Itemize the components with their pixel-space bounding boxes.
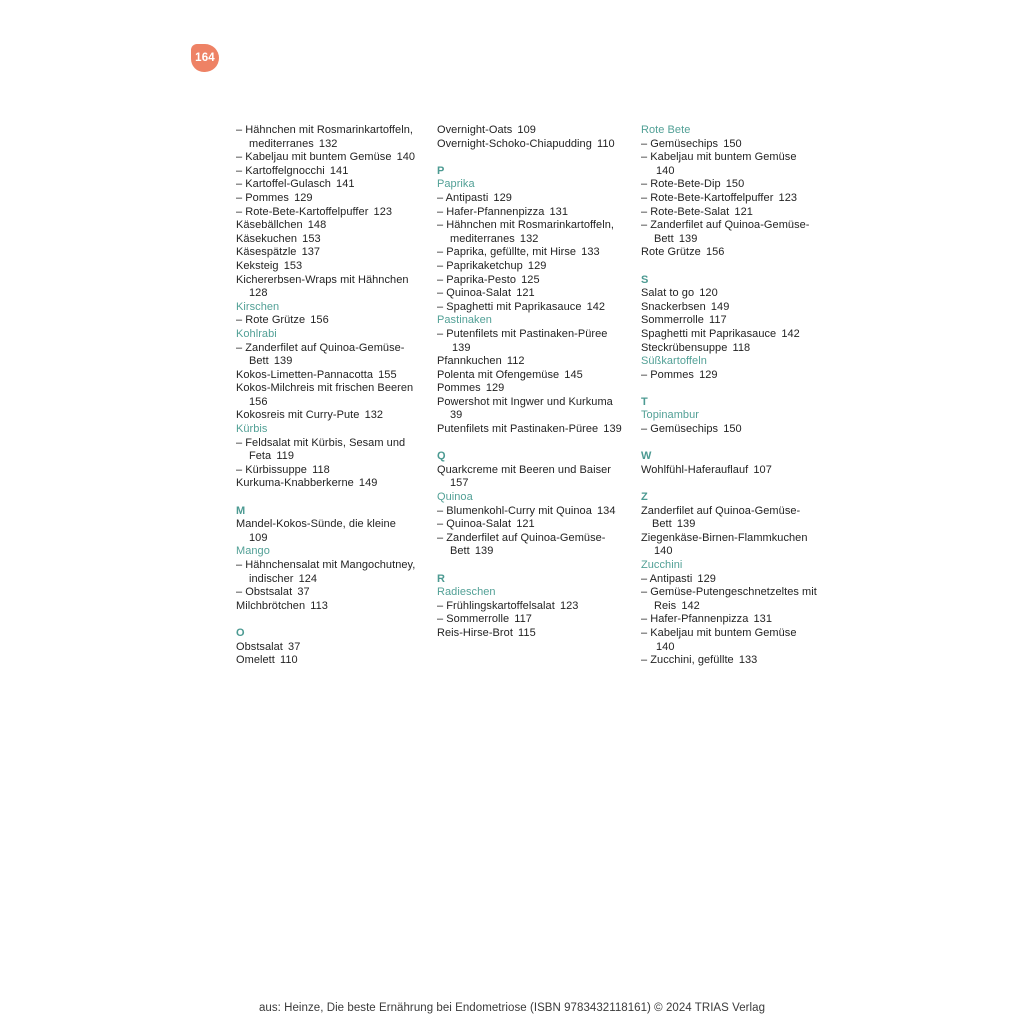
entry-label: Overnight-Oats [437, 124, 513, 136]
index-heading [641, 124, 817, 138]
entry-page: 128 [249, 287, 268, 300]
entry-label: – Rote Grütze [236, 314, 306, 327]
entry-page: 156 [249, 395, 268, 408]
index-entry [437, 138, 625, 152]
entry-label: Steckrübensuppe [641, 341, 728, 354]
entry-label: Zucchini [641, 559, 683, 571]
entry-page: 123 [373, 205, 393, 218]
entry-page: 133 [738, 654, 758, 667]
index-letter-r [437, 573, 625, 587]
entry-page: 148 [307, 219, 327, 232]
index-entry [236, 518, 418, 545]
page-number-badge: 164 [191, 44, 219, 72]
index-entry [437, 274, 625, 288]
entry-page: 150 [723, 423, 742, 436]
index-entry [236, 369, 418, 383]
entry-label: Rote Grütze [641, 246, 701, 259]
index-entry [641, 219, 817, 246]
index-entry [236, 274, 418, 301]
index-letter-z [641, 491, 817, 505]
index-heading [641, 409, 817, 423]
index-entry [437, 328, 625, 355]
entry-label: Käsespätzle [236, 246, 297, 259]
entry-page: 132 [519, 232, 539, 245]
entry-page: 141 [336, 178, 355, 191]
entry-label: Spaghetti mit Paprikasauce [641, 327, 777, 340]
entry-label: M [236, 504, 246, 517]
entry-page: 123 [559, 599, 579, 612]
entry-page: 149 [710, 300, 730, 313]
entry-label: – Blumenkohl-Curry mit Quinoa [437, 504, 592, 517]
index-entry [641, 586, 817, 613]
entry-label: – Kartoffelgnocchi [236, 164, 325, 177]
entry-page: 129 [294, 191, 313, 204]
entry-label: – Obstsalat [236, 586, 293, 599]
index-heading [437, 178, 625, 192]
index-entry [437, 369, 625, 383]
index-letter-t [641, 396, 817, 410]
entry-page: 113 [310, 599, 328, 612]
index-entry [641, 423, 817, 437]
index-entry [641, 314, 817, 328]
entry-page: 110 [279, 654, 298, 667]
index-entry [236, 206, 418, 220]
entry-page: 142 [781, 327, 800, 340]
entry-label: Käsebällchen [236, 219, 303, 232]
index-entry [437, 355, 625, 369]
index-entry [641, 505, 817, 532]
entry-page: 139 [603, 423, 622, 436]
index-entry [641, 192, 817, 206]
entry-page: 156 [705, 246, 725, 259]
entry-label: Pastinaken [437, 314, 492, 327]
entry-page: 134 [597, 504, 616, 517]
index-entry [236, 260, 418, 274]
entry-page: 156 [310, 314, 329, 327]
entry-page: 145 [564, 368, 583, 381]
entry-label: Kichererbsen-Wraps mit Hähnchen [236, 273, 409, 286]
entry-page: 142 [586, 300, 606, 313]
entry-label: Keksteig [236, 259, 279, 272]
index-heading [236, 301, 418, 315]
entry-label: – Zucchini, gefüllte [641, 654, 734, 667]
entry-page: 129 [485, 382, 505, 395]
entry-page: 140 [656, 640, 675, 653]
entry-page: 110 [597, 137, 615, 150]
entry-page: 150 [725, 178, 745, 191]
index-entry [236, 586, 418, 600]
entry-label: – Paprikaketchup [437, 259, 523, 272]
entry-label: Reis-Hirse-Brot [437, 626, 513, 639]
entry-label: Q [437, 450, 446, 463]
entry-page: 118 [312, 463, 330, 476]
index-entry [236, 477, 418, 491]
entry-label: – Gemüse-Putengeschnetzeltes mit Reis [641, 586, 817, 612]
index-entry [437, 613, 625, 627]
index-heading [641, 355, 817, 369]
index-entry [437, 206, 625, 220]
entry-label: – Quinoa-Salat [437, 518, 512, 531]
index-entry [641, 206, 817, 220]
entry-label: Kirschen [236, 300, 280, 313]
entry-page: 37 [288, 640, 301, 653]
index-entry [641, 369, 817, 383]
entry-page: 131 [753, 613, 773, 626]
entry-page: 140 [396, 151, 416, 164]
entry-label: Rote Bete [641, 124, 691, 136]
index-entry [437, 627, 625, 641]
index-column-3 [641, 124, 817, 668]
index-entry [641, 573, 817, 587]
index-letter-w [641, 450, 817, 464]
entry-label: W [641, 450, 652, 463]
entry-page: 139 [676, 518, 696, 531]
entry-label: – Quinoa-Salat [437, 287, 512, 300]
entry-page: 150 [723, 137, 742, 150]
entry-page: 125 [521, 273, 540, 286]
entry-page: 129 [697, 572, 716, 585]
entry-page: 118 [732, 341, 751, 354]
index-entry [641, 342, 817, 356]
entry-label: – Putenfilets mit Pastinaken-Püree [437, 327, 608, 340]
index-letter-s [641, 274, 817, 288]
entry-label: Kokosreis mit Curry-Pute [236, 409, 360, 422]
index-entry [236, 437, 418, 464]
index-entry [437, 505, 625, 519]
index-entry [437, 382, 625, 396]
index-letter-q [437, 450, 625, 464]
index-entry [236, 600, 418, 614]
entry-label: T [641, 395, 648, 408]
index-entry [236, 192, 418, 206]
index-entry [437, 287, 625, 301]
entry-page: 121 [734, 205, 753, 218]
entry-label: Pfannkuchen [437, 355, 502, 368]
entry-label: Käsekuchen [236, 232, 298, 245]
index-entry [641, 287, 817, 301]
entry-label: – Hafer-Pfannenpizza [437, 205, 545, 218]
entry-page: 153 [283, 259, 303, 272]
entry-label: – Gemüsechips [641, 137, 719, 150]
entry-page: 109 [249, 531, 268, 544]
index-entry [236, 314, 418, 328]
entry-label: – Rote-Bete-Kartoffelpuffer [236, 205, 369, 218]
index-entry [641, 532, 817, 559]
entry-label: Süßkartoffeln [641, 355, 707, 368]
entry-label: – Hähnchen mit Rosmarinkartoffeln, mediterranes [437, 219, 614, 245]
entry-label: – Kabeljau mit buntem Gemüse [641, 151, 797, 164]
index-entry [236, 342, 418, 369]
entry-label: – Zanderfilet auf Quinoa-Gemüse-Bett [641, 219, 810, 245]
index-entry [236, 178, 418, 192]
index-entry [236, 559, 418, 586]
index-entry [236, 641, 418, 655]
entry-label: – Kabeljau mit buntem Gemüse [236, 151, 392, 164]
index-entry [236, 219, 418, 233]
entry-label: Omelett [236, 654, 275, 667]
index-entry [437, 600, 625, 614]
entry-label: Mandel-Kokos-Sünde, die kleine [236, 518, 396, 531]
entry-page: 153 [302, 232, 321, 245]
index-heading [437, 586, 625, 600]
index-entry [641, 138, 817, 152]
entry-page: 131 [549, 205, 569, 218]
index-letter-m [236, 505, 418, 519]
entry-page: 155 [378, 368, 397, 381]
entry-label: – Zanderfilet auf Quinoa-Gemüse-Bett [437, 531, 606, 558]
entry-label: Topinambur [641, 409, 699, 422]
index-column-2 [437, 124, 625, 641]
index-entry [437, 124, 625, 138]
entry-page: 139 [273, 355, 293, 368]
entry-label: Snackerbsen [641, 300, 706, 313]
entry-label: Mango [236, 545, 270, 558]
entry-label: Polenta mit Ofengemüse [437, 368, 560, 381]
entry-label: – Paprika, gefüllte, mit Hirse [437, 246, 577, 259]
entry-label: Quinoa [437, 491, 473, 504]
index-entry [236, 382, 418, 409]
index-entry [641, 178, 817, 192]
index-heading [641, 559, 817, 573]
index-entry [437, 219, 625, 246]
entry-label: – Kartoffel-Gulasch [236, 178, 331, 191]
entry-label: – Zanderfilet auf Quinoa-Gemüse-Bett [236, 341, 405, 368]
entry-page: 140 [654, 545, 673, 558]
entry-label: Radieschen [437, 586, 496, 599]
entry-label: S [641, 273, 649, 286]
entry-label: R [437, 572, 445, 585]
index-heading [236, 423, 418, 437]
index-entry [437, 246, 625, 260]
index-entry [236, 151, 418, 165]
entry-label: Obstsalat [236, 640, 283, 653]
entry-page: 109 [517, 124, 536, 136]
entry-page: 115 [518, 626, 536, 639]
entry-label: – Paprika-Pesto [437, 273, 517, 286]
index-entry [641, 151, 817, 178]
entry-page: 129 [699, 368, 718, 381]
entry-label: – Kürbissuppe [236, 463, 307, 476]
entry-label: Zanderfilet auf Quinoa-Gemüse-Bett [641, 504, 801, 531]
index-entry [236, 654, 418, 668]
entry-page: 117 [709, 314, 727, 327]
index-entry [641, 654, 817, 668]
index-entry [437, 260, 625, 274]
entry-page: 142 [681, 599, 700, 612]
index-letter-p [437, 165, 625, 179]
index-entry [437, 423, 625, 437]
entry-label: P [437, 164, 445, 177]
index-entry [437, 396, 625, 423]
entry-page: 157 [450, 477, 469, 490]
entry-label: – Hafer-Pfannenpizza [641, 613, 749, 626]
entry-label: Paprika [437, 178, 475, 191]
entry-page: 133 [581, 246, 600, 259]
entry-label: – Kabeljau mit buntem Gemüse [641, 626, 797, 639]
index-entry [437, 192, 625, 206]
entry-page: 123 [778, 191, 798, 204]
entry-label: – Rote-Bete-Kartoffelpuffer [641, 191, 774, 204]
entry-page: 112 [506, 355, 525, 368]
entry-page: 39 [450, 409, 463, 422]
entry-label: Kokos-Milchreis mit frischen Beeren [236, 382, 414, 395]
entry-page: 132 [364, 409, 384, 422]
entry-page: 129 [493, 191, 512, 204]
entry-page: 119 [276, 450, 295, 463]
index-entry [236, 464, 418, 478]
entry-label: Putenfilets mit Pastinaken-Püree [437, 423, 599, 436]
entry-page: 129 [527, 259, 547, 272]
index-heading [437, 491, 625, 505]
entry-label: – Pommes [641, 368, 694, 381]
entry-label: – Rote-Bete-Dip [641, 178, 721, 191]
entry-label: – Spaghetti mit Paprikasauce [437, 300, 582, 313]
index-entry [437, 532, 625, 559]
index-entry [437, 518, 625, 532]
entry-label: Kurkuma-Knabberkerne [236, 477, 354, 490]
entry-page: 141 [329, 164, 349, 177]
entry-page: 139 [452, 341, 471, 354]
entry-label: – Rote-Bete-Salat [641, 205, 730, 218]
index-column-1 [236, 124, 418, 668]
entry-label: – Pommes [236, 191, 289, 204]
entry-label: Powershot mit Ingwer und Kurkuma [437, 395, 613, 408]
entry-label: Kokos-Limetten-Pannacotta [236, 368, 373, 381]
entry-page: 140 [656, 164, 675, 177]
entry-label: Pommes [437, 382, 481, 395]
index-entry [641, 301, 817, 315]
footer-credit: aus: Heinze, Die beste Ernährung bei Endometriose (ISBN 9783432118161) © 2024 TRIAS Verlag [258, 1002, 766, 1014]
index-entry [641, 627, 817, 654]
entry-label: – Sommerrolle [437, 613, 510, 626]
index-entry [641, 464, 817, 478]
index-entry [641, 328, 817, 342]
index-entry [437, 301, 625, 315]
entry-label: – Hähnchensalat mit Mangochutney, indischer [236, 559, 416, 585]
entry-label: Quarkcreme mit Beeren und Baiser [437, 463, 612, 476]
index-entry [236, 165, 418, 179]
entry-label: Z [641, 491, 648, 504]
index-entry [236, 124, 418, 151]
entry-label: O [236, 626, 245, 639]
entry-page: 37 [297, 586, 310, 599]
index-entry [236, 409, 418, 423]
index-entry [236, 233, 418, 247]
index-entry [437, 464, 625, 491]
entry-page: 117 [514, 613, 532, 626]
entry-page: 121 [516, 518, 535, 531]
entry-label: Wohlfühl-Haferauflauf [641, 463, 749, 476]
entry-page: 137 [301, 246, 321, 259]
entry-label: – Feldsalat mit Kürbis, Sesam und Feta [236, 436, 406, 463]
entry-label: – Gemüsechips [641, 423, 719, 436]
entry-label: – Frühlingskartoffelsalat [437, 599, 555, 612]
index-heading [236, 545, 418, 559]
entry-page: 139 [474, 545, 494, 558]
index-heading [236, 328, 418, 342]
entry-page: 139 [678, 232, 698, 245]
entry-label: Overnight-Schoko-Chiapudding [437, 137, 592, 150]
entry-label: Kohlrabi [236, 327, 277, 340]
entry-label: Kürbis [236, 423, 268, 436]
entry-label: – Hähnchen mit Rosmarinkartoffeln, mediterranes [236, 124, 413, 150]
index-entry [236, 246, 418, 260]
entry-page: 120 [699, 287, 718, 300]
entry-page: 121 [516, 287, 535, 300]
entry-page: 107 [753, 463, 772, 476]
index-entry [641, 246, 817, 260]
entry-page: 124 [298, 572, 318, 585]
entry-label: Milchbrötchen [236, 599, 306, 612]
entry-label: Ziegenkäse-Birnen-Flammkuchen [641, 531, 808, 544]
entry-label: – Antipasti [641, 572, 693, 585]
entry-label: – Antipasti [437, 191, 489, 204]
entry-label: Salat to go [641, 287, 695, 300]
entry-page: 132 [318, 137, 338, 150]
entry-page: 149 [358, 477, 378, 490]
index-heading [437, 314, 625, 328]
index-letter-o [236, 627, 418, 641]
index-entry [641, 613, 817, 627]
entry-label: Sommerrolle [641, 314, 704, 327]
